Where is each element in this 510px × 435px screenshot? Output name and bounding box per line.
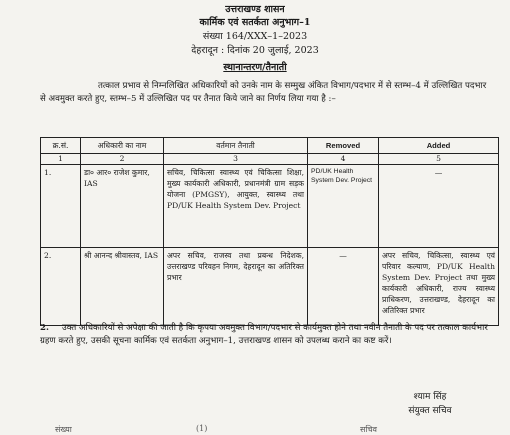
- footer-fragment: सचिव: [360, 425, 378, 434]
- order-date: देहरादून : दिनांक 20 जुलाई, 2023: [191, 45, 319, 56]
- table-row: [41, 165, 499, 248]
- row-current: सचिव, चिकित्सा स्वास्थ्य एवं चिकित्सा शिक्षा, मुख्य कार्यकारी अधिकारी, प्रधानमंत्री ग्राम सड़क योजना (PMGSY), आयुक्त, स्वास्थ्य तथा PD/UK Health System Dev. Project: [164, 165, 308, 248]
- footer-fragment: संख्या: [55, 425, 72, 434]
- intro-paragraph: तत्काल प्रभाव से निम्नलिखित अधिकारियों को उनके नाम के सम्मुख अंकित विभाग/पदभार में से स्तम्भ–4 में उल्लिखित पदभार से अवमुक्त करते हुए, स्तम्भ–5 में उल्लिखित पद पर तैनात किये जाने का निर्णय लिया गया है :–: [40, 81, 487, 104]
- department-name: कार्मिक एवं सतर्कता अनुभाग–1: [199, 17, 311, 28]
- header-added: Added: [379, 138, 499, 154]
- table-header-row: [41, 138, 499, 154]
- row-sno: 2.: [41, 248, 81, 326]
- instruction-paragraph: [40, 322, 490, 348]
- instruction-text: उक्त अधिकारियों से अपेक्षा की जाती है कि कृपया अवमुक्त विभाग/पदभार से कार्यमुक्त होने तथा नवीन तैनाती के पद पर तत्काल कार्यभार ग्रहण करते हुए, उसकी सूचना कार्मिक एवं सतर्कता अनुभाग–1, उत्तराखण्ड शासन को उपलब्ध कराने का कष्ट करें।: [40, 323, 488, 346]
- row-sno: 1.: [41, 165, 81, 248]
- row-name: डा० आर० राजेश कुमार, IAS: [81, 165, 164, 248]
- paragraph-number: 2.: [40, 323, 49, 333]
- footer-fragment: (1): [196, 424, 208, 433]
- header-name: अधिकारी का नाम: [81, 138, 164, 154]
- signatory-name: श्याम सिंह: [413, 392, 447, 402]
- index-cell: 5: [379, 154, 499, 165]
- header-sno: क्र.सं.: [41, 138, 81, 154]
- index-cell: 4: [308, 154, 379, 165]
- govt-name: उत्तराखण्ड शासन: [225, 4, 285, 15]
- signatory-designation: संयुक्त सचिव: [408, 406, 452, 416]
- order-number: संख्या 164/XXX–1–2023: [202, 31, 308, 42]
- header-removed: Removed: [308, 138, 379, 154]
- table-row: [41, 248, 499, 326]
- row-removed: PD/UK Health System Dev. Project: [308, 165, 379, 248]
- order-subject: स्थानान्तरण/तैनाती: [223, 62, 287, 73]
- row-added: —: [379, 165, 499, 248]
- index-cell: 1: [41, 154, 81, 165]
- row-removed: —: [308, 248, 379, 326]
- index-cell: 3: [164, 154, 308, 165]
- header-current: वर्तमान तैनाती: [164, 138, 308, 154]
- row-name: श्री आनन्द श्रीवास्तव, IAS: [81, 248, 164, 326]
- row-current: अपर सचिव, राजस्व तथा प्रबन्ध निदेशक, उत्तराखण्ड परिवहन निगम, देहरादून का अतिरिक्त प्रभार: [164, 248, 308, 326]
- table-index-row: [41, 154, 499, 165]
- row-added: अपर सचिव, चिकित्सा, स्वास्थ्य एवं परिवार कल्याण, PD/UK Health System Dev. Project तथा मुख्य कार्यकारी अधिकारी, राज्य स्वास्थ्य प्राधिकरण, उत्तराखण्ड, देहरादून का अतिरिक्त प्रभार: [379, 248, 499, 326]
- transfer-table: [40, 137, 499, 326]
- index-cell: 2: [81, 154, 164, 165]
